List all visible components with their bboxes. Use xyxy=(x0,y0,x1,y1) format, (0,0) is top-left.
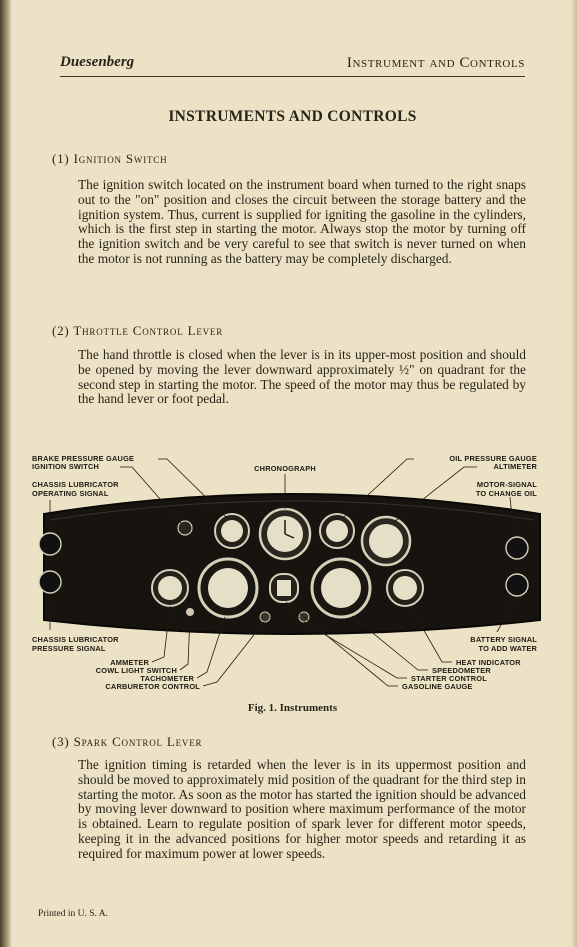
section-body-spark: The ignition timing is retarded when the lever is in its uppermost position and should be moved to approximately mid position of the quadrant for the third step in starting the motor. As soon as the motor has started the ignition should be advanced by moving lever downward to position where maximum performance of the motor is obtained. Learn to regulate position of spark lever for different motor speeds, keeping it in the advanced positions for higher motor speeds and retarding it as required for maximum power at lower speeds. xyxy=(78,757,526,861)
label-motor-signal-line1: MOTOR-SIGNAL xyxy=(476,480,537,489)
section-body-ignition: The ignition switch located on the instrument board when turned to the right snaps out to the "on" position and closes the circuit between the storage battery and the ignition system. Thus, current is supplied for igniting the gasoline in the cylinders, which is the first step in starting the motor. Always stop the motor by turning off the ignition switch and be very careful to see that switch is never turned on when the motor is not running as the battery may be completely discharged. xyxy=(78,177,526,266)
cowl-light-switch-icon xyxy=(186,608,194,616)
battery-signal-lamp xyxy=(506,574,528,596)
label-starter-control: STARTER CONTROL xyxy=(411,674,487,683)
brake-pressure-dial xyxy=(221,520,243,542)
label-speedometer: SPEEDOMETER xyxy=(432,666,491,675)
header-rule xyxy=(60,76,525,77)
label-oil-pressure-gauge: OIL PRESSURE GAUGE xyxy=(449,454,537,463)
tachometer-dial xyxy=(208,568,248,608)
section-body-throttle: The hand throttle is closed when the lever is in its upper-most position and should be opened by moving the lever downward approximately ½" on quadrant for the second step in starting the motor. The speed of the motor may thus be regulated by the hand lever or foot pedal. xyxy=(78,347,526,407)
page-edge xyxy=(571,0,577,947)
label-brake-pressure-gauge: BRAKE PRESSURE GAUGE xyxy=(32,454,135,463)
gasoline-gauge-window xyxy=(277,580,291,596)
ammeter-dial xyxy=(158,576,182,600)
page-title: INSTRUMENTS AND CONTROLS xyxy=(168,108,417,125)
label-tachometer: TACHOMETER xyxy=(140,674,194,683)
label-cowl-light-switch: COWL LIGHT SWITCH xyxy=(95,666,177,675)
running-head-right: Instrument and Controls xyxy=(346,55,525,71)
printed-note: Printed in U. S. A. xyxy=(38,909,108,919)
heat-indicator-dial xyxy=(393,576,417,600)
label-chronograph: CHRONOGRAPH xyxy=(254,464,316,473)
instrument-panel-figure xyxy=(32,452,552,697)
label-chassis-lubricator-pressure-line2: PRESSURE SIGNAL xyxy=(32,644,106,653)
label-battery-signal-line2: TO ADD WATER xyxy=(478,644,537,653)
section-heading-spark: (3) Spark Control Lever xyxy=(52,734,203,749)
label-chassis-lubricator-pressure-line1: CHASSIS LUBRICATOR xyxy=(32,635,119,644)
oil-pressure-dial xyxy=(326,520,348,542)
label-altimeter: ALTIMETER xyxy=(493,462,537,471)
running-head xyxy=(60,52,525,76)
ignition-switch-icon xyxy=(178,521,192,535)
label-carburetor-control: CARBURETOR CONTROL xyxy=(105,682,200,691)
label-gasoline-gauge: GASOLINE GAUGE xyxy=(402,682,473,691)
label-ammeter: AMMETER xyxy=(110,658,149,667)
book-spine-shadow xyxy=(0,0,12,947)
chassis-lubricator-pressure-lamp xyxy=(39,571,61,593)
motor-signal-lamp xyxy=(506,537,528,559)
label-ignition-switch: IGNITION SWITCH xyxy=(32,462,100,471)
section-heading-ignition: (1) Ignition Switch xyxy=(52,151,168,166)
label-chassis-lubricator-signal-line2: OPERATING SIGNAL xyxy=(32,489,109,498)
section-heading-throttle: (2) Throttle Control Lever xyxy=(52,323,224,338)
carburetor-control-icon xyxy=(260,612,270,622)
running-head-left: Duesenberg xyxy=(60,54,135,70)
label-battery-signal-line1: BATTERY SIGNAL xyxy=(470,635,537,644)
chassis-lubricator-signal-lamp xyxy=(39,533,61,555)
label-chassis-lubricator-signal-line1: CHASSIS LUBRICATOR xyxy=(32,480,119,489)
figure-caption: Fig. 1. Instruments xyxy=(247,702,338,714)
label-motor-signal-line2: TO CHANGE OIL xyxy=(475,489,537,498)
label-heat-indicator: HEAT INDICATOR xyxy=(456,658,521,667)
speedometer-dial xyxy=(321,568,361,608)
altimeter-dial xyxy=(369,524,403,558)
